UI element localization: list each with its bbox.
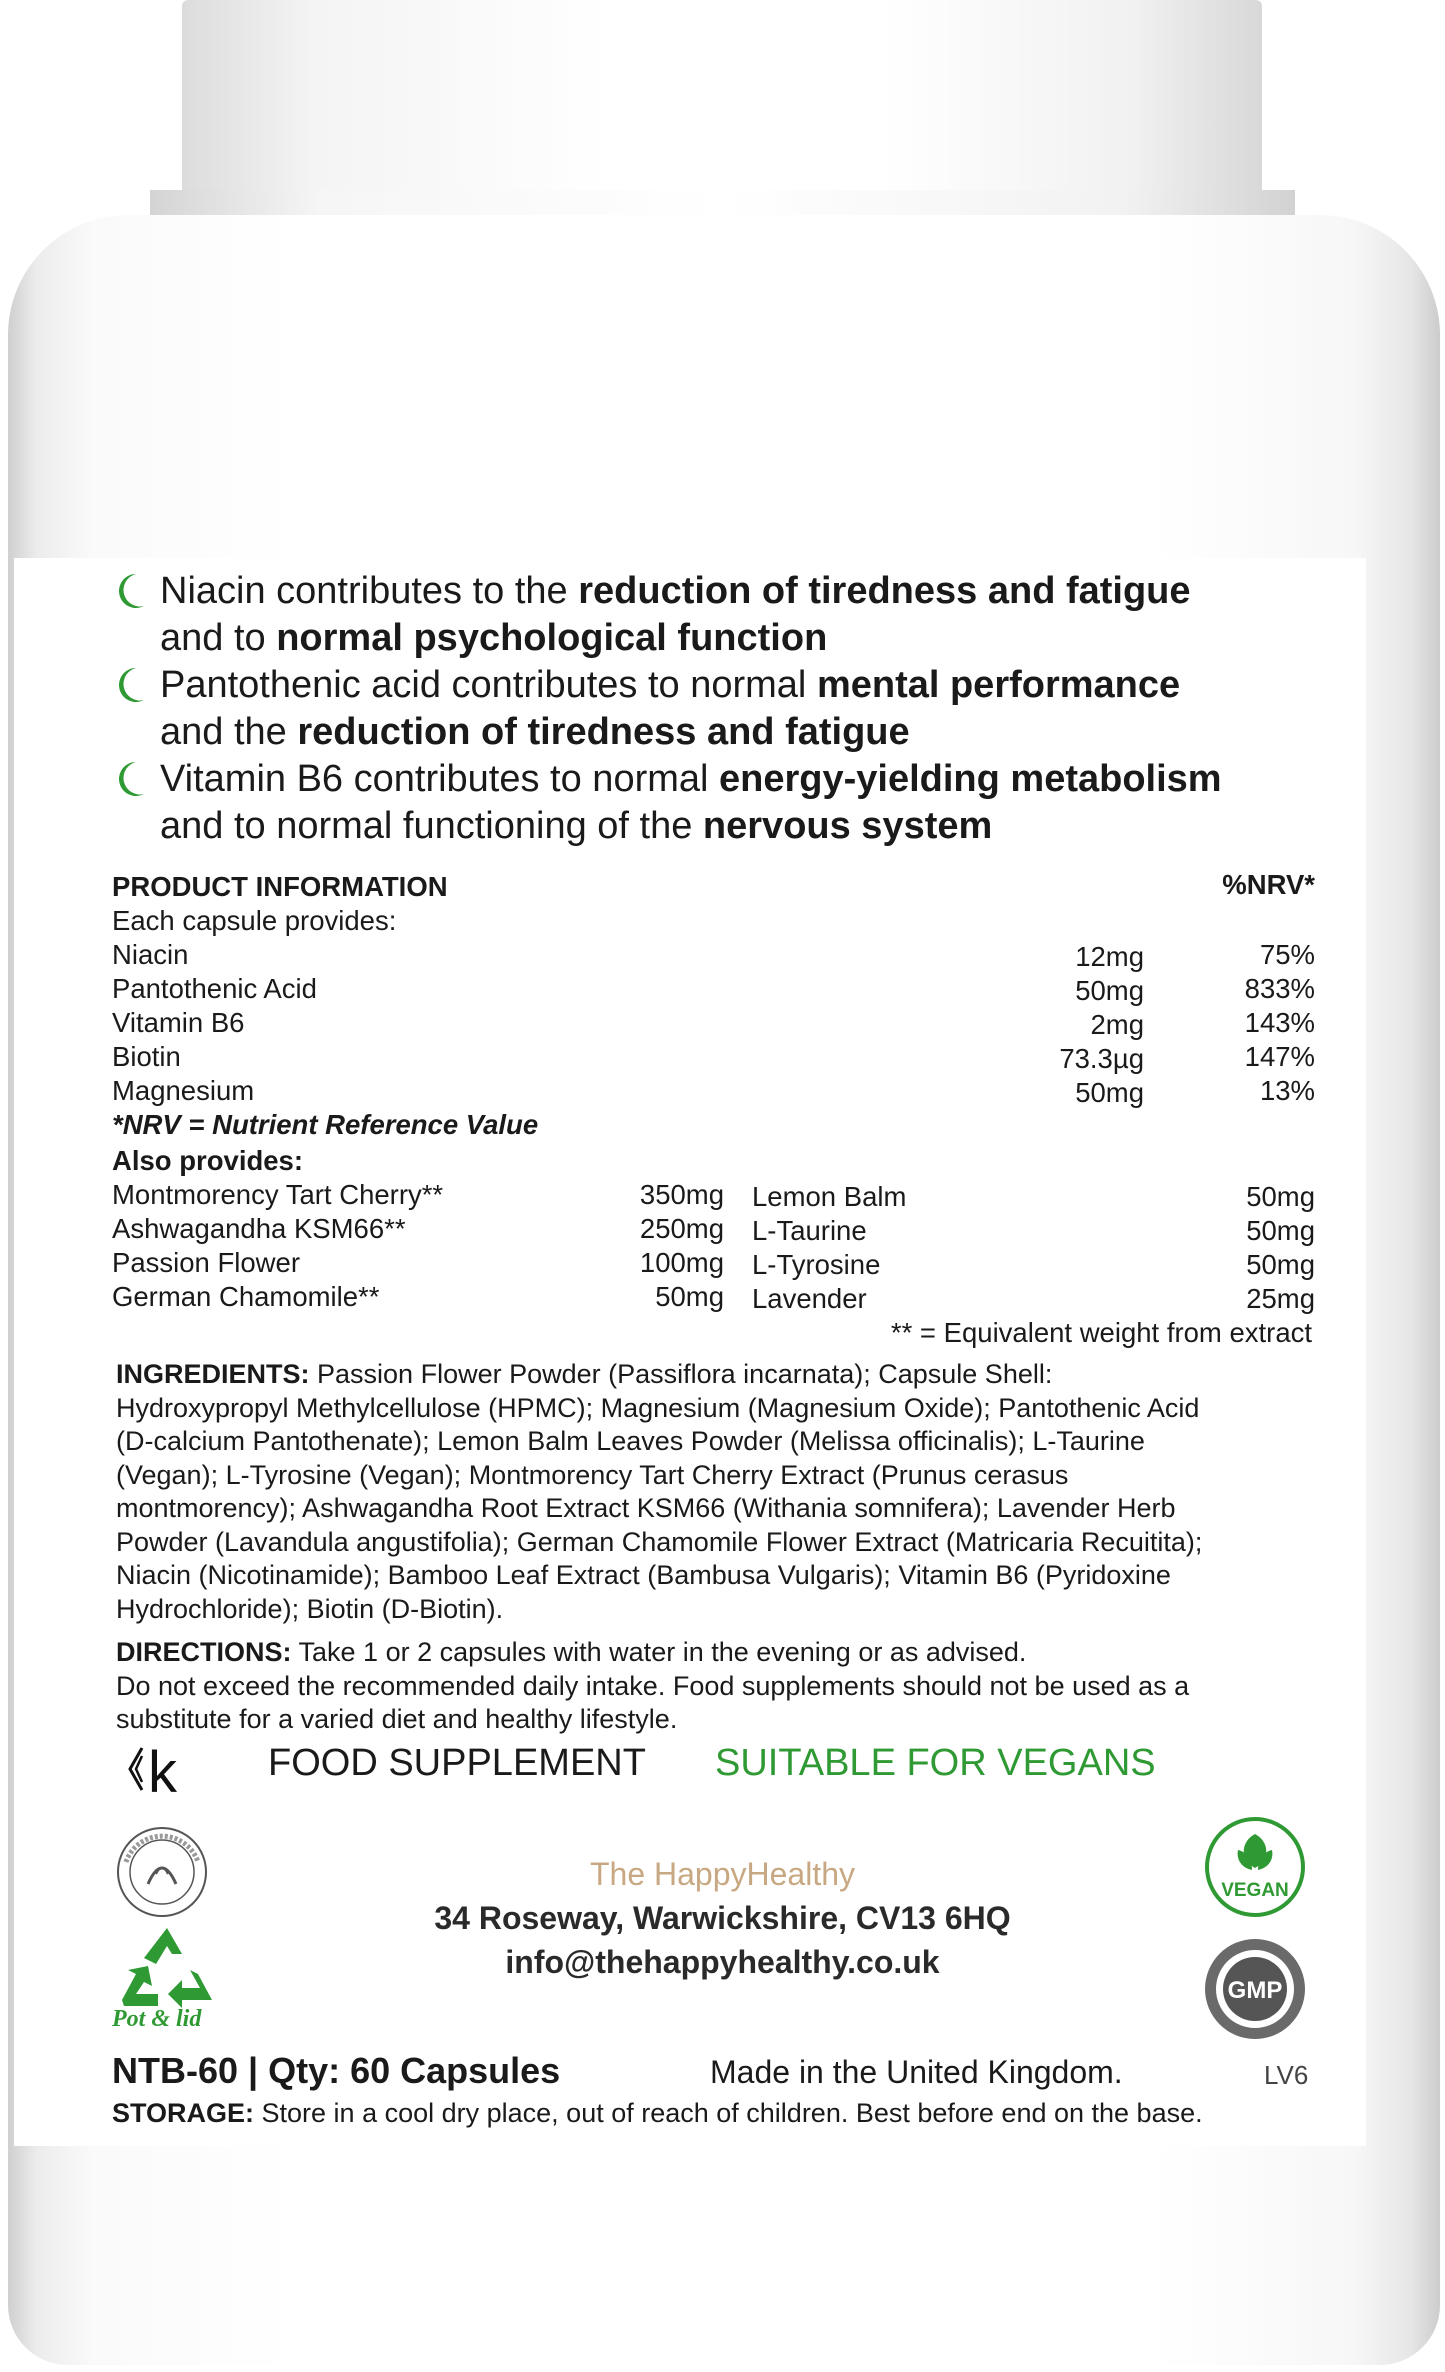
extra-ingredient-name: Passion Flower — [112, 1247, 300, 1278]
ingredients-line: montmorency); Ashwagandha Root Extract KSM66 (Withania somnifera); Lavender Herb — [116, 1493, 1176, 1523]
gmp-badge-icon — [1202, 1936, 1308, 2042]
moon-icon — [118, 760, 146, 798]
claim-bold: reduction of tiredness and fatigue — [578, 570, 1191, 612]
extra-ingredient-amount: 50mg — [1246, 1215, 1315, 1246]
directions-block — [116, 1636, 1316, 1737]
claim-pantothenic — [118, 662, 1180, 756]
directions-line: Do not exceed the recommended daily intake. Food supplements should not be used as a — [116, 1670, 1190, 1701]
ingredients-line: Hydroxypropyl Methylcellulose (HPMC); Magnesium (Magnesium Oxide); Pantothenic Acid — [116, 1392, 1200, 1423]
claim-bold: nervous system — [702, 805, 993, 847]
nutrient-nrv: 147% — [1244, 1041, 1315, 1072]
nutrient-nrv: 13% — [1259, 1075, 1315, 1106]
extra-ingredient-amount: 250mg — [639, 1213, 724, 1244]
each-capsule-text: Each capsule provides: — [112, 905, 397, 936]
moon-icon — [118, 666, 146, 704]
nutrient-name: Biotin — [112, 1041, 181, 1072]
extra-ingredient-amount: 50mg — [1246, 1249, 1315, 1280]
extra-ingredient-amount: 50mg — [655, 1281, 724, 1312]
claim-bold: mental performance — [816, 664, 1181, 706]
nrv-heading: %NRV* — [1222, 869, 1315, 900]
claim-text: Vitamin B6 contributes to normal — [160, 758, 720, 800]
claim-vitamin-b6 — [118, 756, 1222, 850]
extra-ingredient-name: Lemon Balm — [752, 1181, 907, 1212]
extra-ingredient-name: Lavender — [752, 1283, 867, 1314]
extra-ingredient-amount: 350mg — [639, 1179, 724, 1210]
extra-ingredient-amount: 100mg — [639, 1247, 724, 1278]
vegan-badge-icon — [1204, 1816, 1306, 1918]
extra-ingredient-name: L-Tyrosine — [752, 1249, 881, 1280]
directions-line: Take 1 or 2 capsules with water in the evening or as advised. — [291, 1637, 1027, 1667]
company-email: info@thehappyhealthy.co.uk — [505, 1944, 940, 1980]
nutrient-name: Magnesium — [112, 1075, 255, 1106]
claim-bold: normal psychological function — [276, 617, 828, 659]
ingredients-line: (Vegan); L-Tyrosine (Vegan); Montmorency Tart Cherry Extract (Prunus cerasus — [116, 1459, 1069, 1490]
ingredients-line: Hydrochloride); Biotin (D-Biotin). — [116, 1593, 504, 1624]
company-address: 34 Roseway, Warwickshire, CV13 6HQ — [434, 1900, 1011, 1936]
nutrient-name: Niacin — [112, 939, 189, 970]
nutrient-name: Vitamin B6 — [112, 1007, 245, 1038]
extra-ingredient-name: Montmorency Tart Cherry** — [112, 1179, 444, 1210]
extract-note: ** = Equivalent weight from extract — [890, 1317, 1312, 1348]
ingredients-line: Niacin (Nicotinamide); Bamboo Leaf Extract (Bambusa Vulgaris); Vitamin B6 (Pyridoxine — [116, 1560, 1171, 1590]
claim-bold: energy-yielding metabolism — [719, 758, 1222, 800]
extra-ingredient-name: Ashwagandha KSM66** — [112, 1213, 406, 1244]
storage-label: STORAGE: — [112, 2098, 255, 2128]
ingredients-line: Powder (Lavandula angustifolia); German Chamomile Flower Extract (Matricaria Recuitita); — [116, 1526, 1203, 1557]
claim-text: Pantothenic acid contributes to normal — [160, 664, 817, 706]
kosher-k-logo-icon — [128, 1738, 198, 1800]
nutrient-nrv: 75% — [1259, 939, 1315, 970]
suitable-for-vegans-text: SUITABLE FOR VEGANS — [715, 1742, 1156, 1784]
ingredients-line: (D-calcium Pantothenate); Lemon Balm Leaves Powder (Melissa officinalis); L-Taurine — [116, 1426, 1145, 1456]
directions-line: substitute for a varied diet and healthy lifestyle. — [116, 1704, 678, 1734]
extra-ingredient-amount: 25mg — [1246, 1283, 1315, 1314]
nrv-note: *NRV = Nutrient Reference Value — [112, 1109, 539, 1140]
nutrient-amount: 73.3µg — [1059, 1043, 1144, 1074]
vegan-badge-text: VEGAN — [1221, 1880, 1289, 1901]
ingredients-block — [116, 1358, 1316, 1626]
k-logo-letter: k — [148, 1740, 177, 1800]
nutrient-nrv: 833% — [1244, 973, 1315, 1004]
company-name: The HappyHealthy — [589, 1856, 856, 1892]
nutrient-amount: 50mg — [1075, 1077, 1144, 1108]
gmp-badge-text: GMP — [1227, 1977, 1283, 2004]
claim-text: and the — [160, 711, 298, 753]
extra-ingredient-name: German Chamomile** — [112, 1281, 380, 1312]
product-code: NTB-60 | Qty: 60 Capsules — [112, 2050, 561, 2091]
nutrient-amount: 12mg — [1075, 941, 1144, 972]
claim-text: and to — [160, 617, 277, 659]
ingredients-line: Passion Flower Powder (Passiflora incarnata); Capsule Shell: — [309, 1359, 1053, 1389]
nutrient-amount: 50mg — [1075, 975, 1144, 1006]
directions-label: DIRECTIONS: — [116, 1637, 292, 1667]
moon-icon — [118, 572, 146, 610]
nutrient-nrv: 143% — [1244, 1007, 1315, 1038]
food-supplement-text: FOOD SUPPLEMENT — [268, 1742, 646, 1784]
made-in-text: Made in the United Kingdom. — [710, 2054, 1123, 2090]
claim-text: and to normal functioning of the — [160, 805, 703, 847]
claim-text: Niacin contributes to the — [160, 570, 579, 612]
claim-niacin — [118, 568, 1191, 662]
storage-body: Store in a cool dry place, out of reach of children. Best before end on the base. — [254, 2098, 1203, 2128]
product-info-heading: PRODUCT INFORMATION — [112, 871, 448, 902]
extra-ingredient-name: L-Taurine — [752, 1215, 867, 1246]
recycle-caption: Pot & lid — [112, 2006, 202, 2032]
claim-bold: reduction of tiredness and fatigue — [297, 711, 910, 753]
nutrient-amount: 2mg — [1090, 1009, 1144, 1040]
also-provides-heading: Also provides: — [112, 1145, 304, 1176]
lv-code: LV6 — [1264, 2060, 1309, 2090]
ingredients-label: INGREDIENTS: — [116, 1359, 310, 1389]
bottle-cap — [182, 0, 1262, 200]
nutrient-name: Pantothenic Acid — [112, 973, 317, 1004]
extra-ingredient-amount: 50mg — [1246, 1181, 1315, 1212]
storage-text — [112, 2098, 1203, 2129]
